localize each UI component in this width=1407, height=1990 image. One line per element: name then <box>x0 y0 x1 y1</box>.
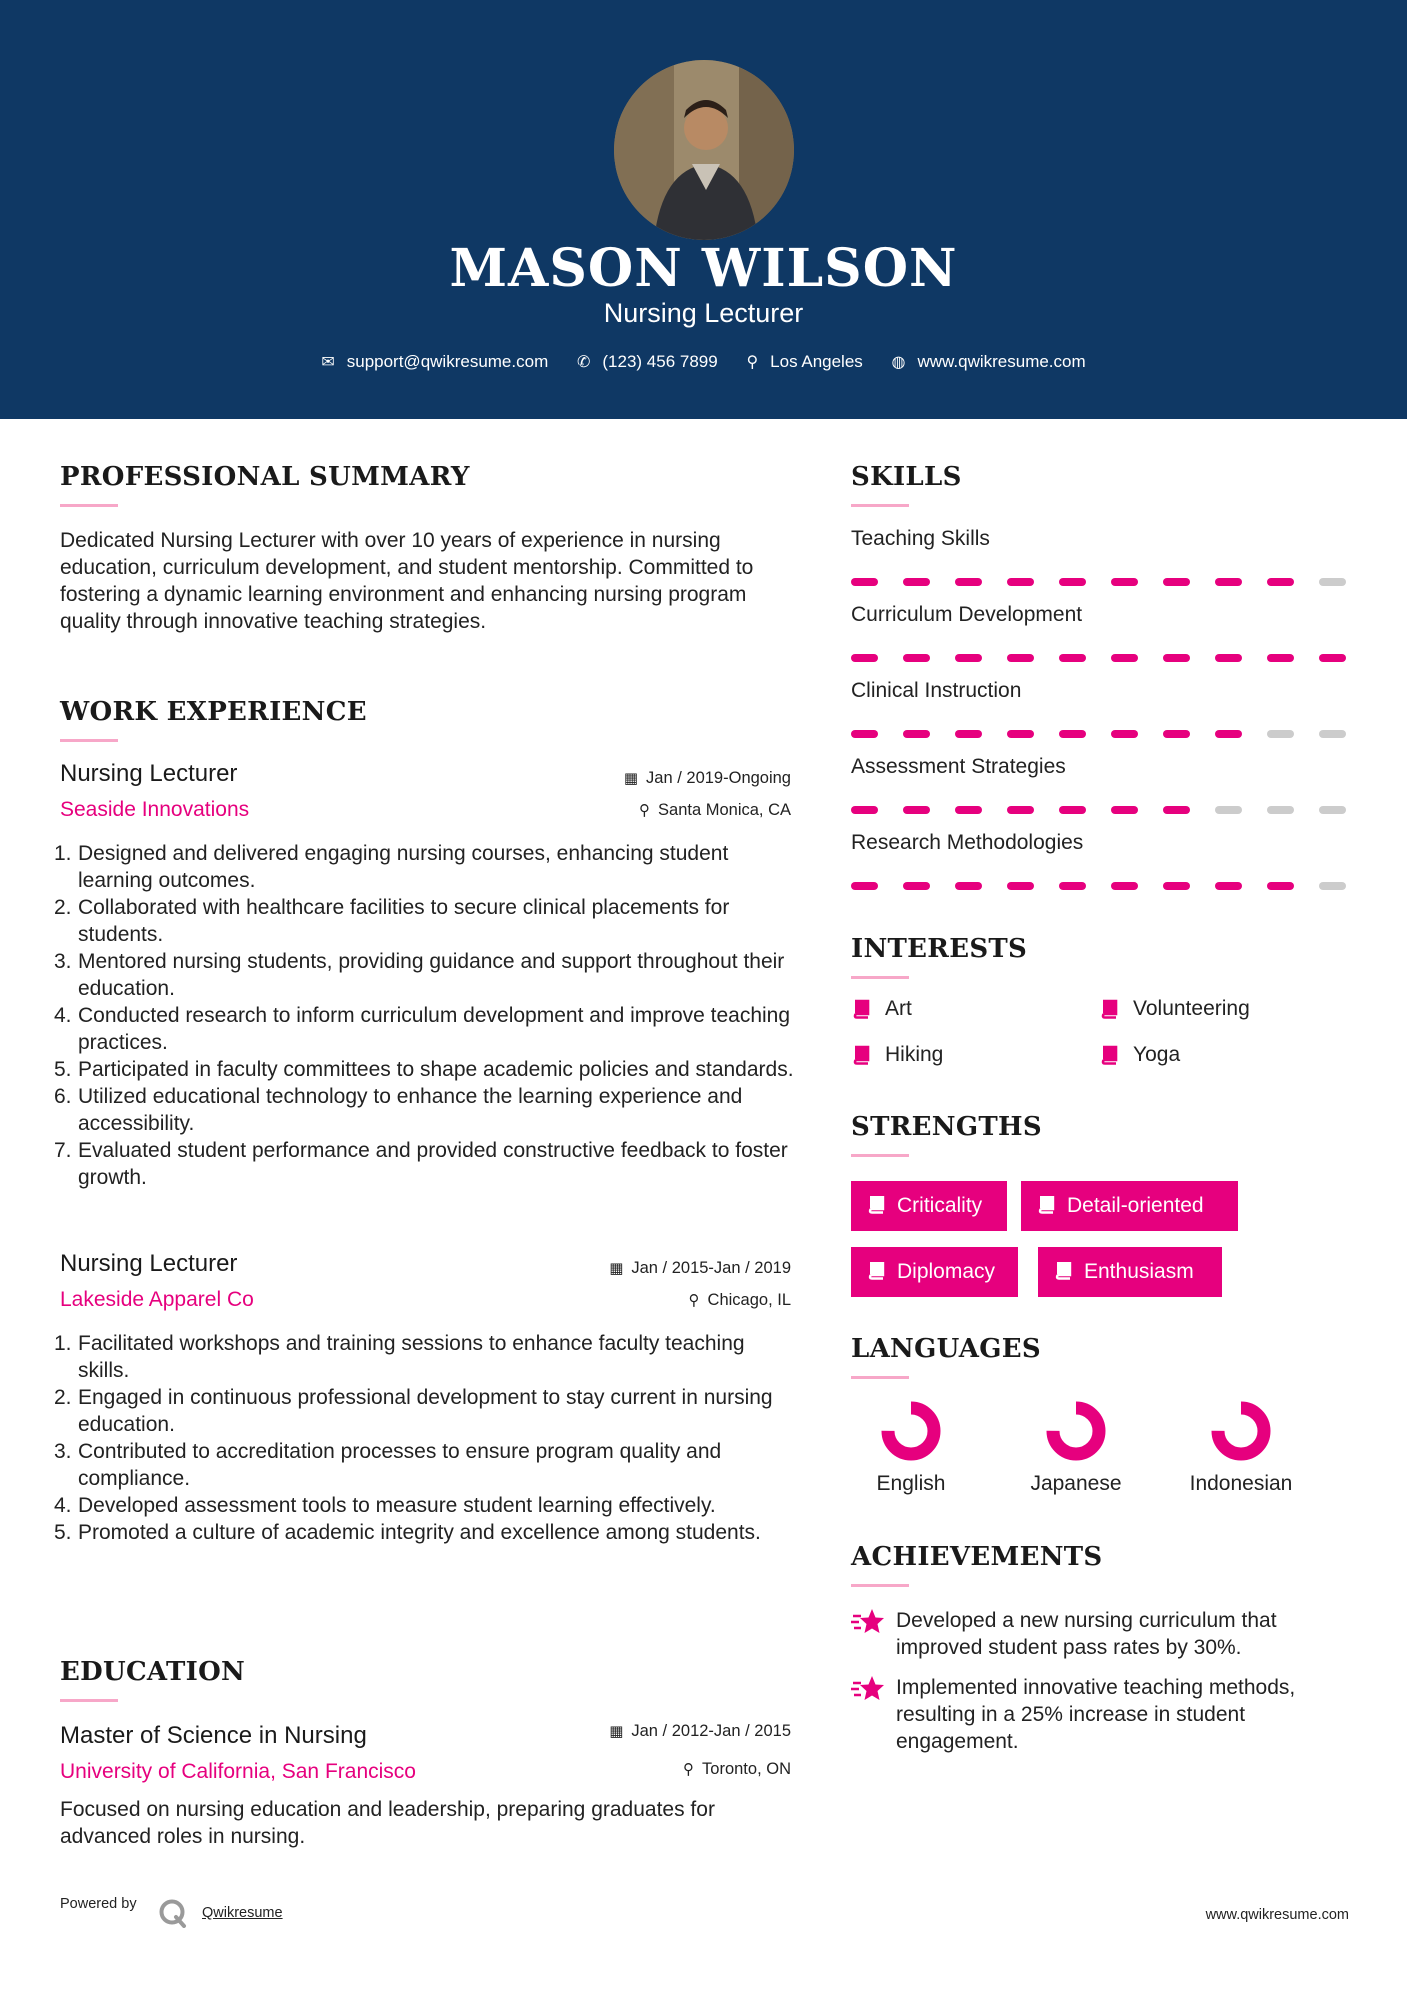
strength-tag: Diplomacy <box>851 1247 1018 1297</box>
job-dates <box>609 1259 791 1278</box>
skill-dash <box>1007 806 1034 814</box>
list-item: 4. Developed assessment tools to measure student learning effectively. <box>54 1494 716 1517</box>
list-item: 3. Contributed to accreditation processes to ensure program quality and compliance. <box>54 1440 722 1490</box>
skill-dash <box>1059 882 1086 890</box>
skill-dash <box>955 806 982 814</box>
skill-name: Curriculum Development <box>851 603 1083 626</box>
interests-heading: INTERESTS <box>851 934 1028 964</box>
pin-icon: ⚲ <box>639 802 651 819</box>
skill-dash <box>851 806 878 814</box>
strength-tag: Enthusiasm <box>1038 1247 1222 1297</box>
star-icon <box>851 1674 885 1704</box>
job-dates <box>624 769 791 788</box>
achievements-heading: ACHIEVEMENTS <box>851 1542 1103 1572</box>
education-location <box>683 1760 791 1779</box>
list-item: 5. Participated in faculty committees to shape academic policies and standards. <box>54 1058 794 1081</box>
strengths-heading: STRENGTHS <box>851 1112 1042 1142</box>
globe-icon: ◍ <box>891 354 906 371</box>
list-item: 4. Conducted research to inform curriculum development and improve teaching practices. <box>54 1004 791 1054</box>
education-location-text: Toronto, ON <box>702 1760 791 1778</box>
skill-dash <box>955 730 982 738</box>
contact-phone-text: (123) 456 7899 <box>602 352 718 371</box>
list-item: 1. Facilitated workshops and training sessions to enhance faculty teaching skills. <box>54 1332 745 1382</box>
summary-text: Dedicated Nursing Lecturer with over 10 years of experience in nursing education, curriculum development, and student mentorship. Committed to fostering a dynamic learning environment and enhancing nursing program quality through innovative teaching strategies. <box>60 529 754 633</box>
contact-bar <box>0 352 1407 372</box>
contact-website[interactable] <box>892 352 1086 372</box>
calendar-icon: ▦ <box>609 1260 624 1277</box>
skill-level-meter <box>851 578 1349 586</box>
contact-email-text: support@qwikresume.com <box>346 352 549 371</box>
list-item: 2. Engaged in continuous professional development to stay current in nursing education. <box>54 1386 773 1436</box>
skill-dash <box>1059 654 1086 662</box>
skill-dash <box>1319 654 1346 662</box>
skill-dash <box>1215 654 1242 662</box>
skill-dash <box>1319 806 1346 814</box>
section-rule <box>851 976 909 979</box>
language-name: Japanese <box>1030 1472 1122 1495</box>
skill-dash <box>1111 882 1138 890</box>
skill-dash <box>1215 882 1242 890</box>
skill-dash <box>1111 578 1138 586</box>
book-icon <box>1035 1196 1057 1214</box>
job-bullets <box>54 1330 800 1546</box>
section-rule <box>851 1154 909 1157</box>
skill-dash <box>1267 806 1294 814</box>
education-heading: EDUCATION <box>60 1657 246 1687</box>
skill-dash <box>1215 806 1242 814</box>
contact-website-text: www.qwikresume.com <box>917 352 1086 371</box>
skill-dash <box>1267 882 1294 890</box>
skill-dash <box>851 578 878 586</box>
job-title: Nursing Lecturer <box>60 1250 238 1277</box>
phone-icon: ✆ <box>576 354 591 371</box>
job-company: Seaside Innovations <box>60 798 250 821</box>
section-rule <box>851 1376 909 1379</box>
skill-level-meter <box>851 654 1349 662</box>
book-icon <box>1052 1262 1074 1280</box>
languages-heading: LANGUAGES <box>851 1334 1041 1364</box>
skill-dash <box>955 578 982 586</box>
interest-item: Yoga <box>1099 1043 1180 1067</box>
skill-name: Teaching Skills <box>851 527 990 550</box>
degree-title: Master of Science in Nursing <box>60 1722 367 1749</box>
job-location-text: Chicago, IL <box>707 1291 791 1309</box>
pin-icon: ⚲ <box>688 1292 700 1309</box>
skill-dash <box>1215 730 1242 738</box>
skill-dash <box>1267 730 1294 738</box>
skill-dash <box>903 730 930 738</box>
summary-heading: PROFESSIONAL SUMMARY <box>60 462 470 492</box>
skill-dash <box>1319 882 1346 890</box>
book-icon <box>1099 999 1119 1019</box>
interest-item: Hiking <box>851 1043 943 1067</box>
profile-photo <box>614 60 794 240</box>
skill-level-meter <box>851 882 1349 890</box>
powered-by-label: Powered by <box>60 1896 137 1912</box>
skill-dash <box>1163 730 1190 738</box>
section-rule <box>60 739 118 742</box>
calendar-icon: ▦ <box>609 1723 624 1740</box>
star-icon <box>851 1607 885 1637</box>
language-level-arc <box>1053 1408 1099 1454</box>
skill-dash <box>851 654 878 662</box>
school-name: University of California, San Francisco <box>60 1760 416 1783</box>
skill-dash <box>1267 654 1294 662</box>
section-rule <box>851 1584 909 1587</box>
skill-level-meter <box>851 730 1349 738</box>
contact-location <box>746 352 862 372</box>
pin-icon: ⚲ <box>683 1761 695 1778</box>
language-level-ring <box>881 1401 941 1461</box>
list-item: 6. Utilized educational technology to enhance the learning experience and accessibility. <box>54 1085 743 1135</box>
skill-dash <box>1163 578 1190 586</box>
contact-email[interactable] <box>321 352 548 372</box>
calendar-icon: ▦ <box>623 770 639 787</box>
language-level-arc <box>888 1408 934 1454</box>
footer-website[interactable]: www.qwikresume.com <box>1205 1907 1349 1923</box>
skill-dash <box>1059 578 1086 586</box>
list-item: 2. Collaborated with healthcare facilities to secure clinical placements for students. <box>54 896 730 946</box>
skill-dash <box>1007 882 1034 890</box>
contact-location-text: Los Angeles <box>770 352 863 371</box>
envelope-icon: ✉ <box>321 354 335 371</box>
strength-tag: Criticality <box>851 1181 1007 1231</box>
interest-item: Art <box>851 997 912 1021</box>
qwikresume-link[interactable]: Qwikresume <box>202 1905 283 1921</box>
language-level-ring <box>1046 1401 1106 1461</box>
skill-dash <box>1215 578 1242 586</box>
skill-dash <box>1267 578 1294 586</box>
job-title: Nursing Lecturer <box>60 760 238 787</box>
skills-heading: SKILLS <box>851 462 962 492</box>
skill-dash <box>1007 654 1034 662</box>
skill-dash <box>1059 806 1086 814</box>
experience-heading: WORK EXPERIENCE <box>60 697 367 727</box>
section-rule <box>60 504 118 507</box>
achievement-item: Developed a new nursing curriculum that improved student pass rates by 30%. <box>896 1609 1277 1659</box>
strength-tag: Detail-oriented <box>1021 1181 1238 1231</box>
section-rule <box>851 504 909 507</box>
skill-dash <box>903 806 930 814</box>
job-location <box>639 801 791 820</box>
job-dates-text: Jan / 2015-Jan / 2019 <box>631 1259 791 1277</box>
list-item: 3. Mentored nursing students, providing guidance and support throughout their education. <box>54 950 785 1000</box>
language-level-arc <box>1218 1408 1264 1454</box>
education-dates <box>609 1722 791 1741</box>
skill-dash <box>1111 654 1138 662</box>
skill-dash <box>903 578 930 586</box>
map-pin-icon: ⚲ <box>746 354 759 371</box>
job-location <box>689 1291 791 1310</box>
skill-name: Clinical Instruction <box>851 679 1022 702</box>
achievement-item: Implemented innovative teaching methods, resulting in a 25% increase in student engagement. <box>896 1676 1296 1753</box>
contact-phone[interactable] <box>577 352 718 372</box>
language-name: English <box>876 1472 946 1495</box>
section-rule <box>60 1699 118 1702</box>
skill-dash <box>1163 654 1190 662</box>
skill-dash <box>851 730 878 738</box>
qwikresume-logo-icon <box>158 1898 188 1928</box>
skill-dash <box>1319 730 1346 738</box>
skill-dash <box>955 654 982 662</box>
book-icon <box>865 1196 887 1214</box>
education-dates-text: Jan / 2012-Jan / 2015 <box>631 1722 791 1740</box>
skill-dash <box>955 882 982 890</box>
book-icon <box>851 1045 871 1065</box>
skill-dash <box>1319 578 1346 586</box>
education-description: Focused on nursing education and leadership, preparing graduates for advanced roles in nursing. <box>60 1798 715 1848</box>
job-location-text: Santa Monica, CA <box>658 801 791 819</box>
skill-name: Assessment Strategies <box>851 755 1066 778</box>
book-icon <box>1099 1045 1119 1065</box>
candidate-name: MASON WILSON <box>449 238 958 299</box>
candidate-title: Nursing Lecturer <box>603 298 804 328</box>
job-dates-text: Jan / 2019-Ongoing <box>646 769 791 787</box>
job-company: Lakeside Apparel Co <box>60 1288 254 1311</box>
language-level-ring <box>1211 1401 1271 1461</box>
skill-dash <box>851 882 878 890</box>
skill-level-meter <box>851 806 1349 814</box>
skill-dash <box>903 882 930 890</box>
skill-dash <box>1059 730 1086 738</box>
language-name: Indonesian <box>1189 1472 1293 1495</box>
interest-item: Volunteering <box>1099 997 1250 1021</box>
list-item: 7. Evaluated student performance and provided constructive feedback to foster growth. <box>54 1139 788 1189</box>
skill-dash <box>903 654 930 662</box>
skill-dash <box>1111 806 1138 814</box>
book-icon <box>851 999 871 1019</box>
skill-dash <box>1007 730 1034 738</box>
list-item: 1. Designed and delivered engaging nursing courses, enhancing student learning outcomes. <box>54 842 729 892</box>
skill-dash <box>1163 882 1190 890</box>
book-icon <box>865 1262 887 1280</box>
resume-header <box>0 0 1407 419</box>
skill-dash <box>1163 806 1190 814</box>
skill-dash <box>1111 730 1138 738</box>
list-item: 5. Promoted a culture of academic integrity and excellence among students. <box>54 1521 761 1544</box>
skill-name: Research Methodologies <box>851 831 1084 854</box>
job-bullets <box>54 840 800 1191</box>
skill-dash <box>1007 578 1034 586</box>
